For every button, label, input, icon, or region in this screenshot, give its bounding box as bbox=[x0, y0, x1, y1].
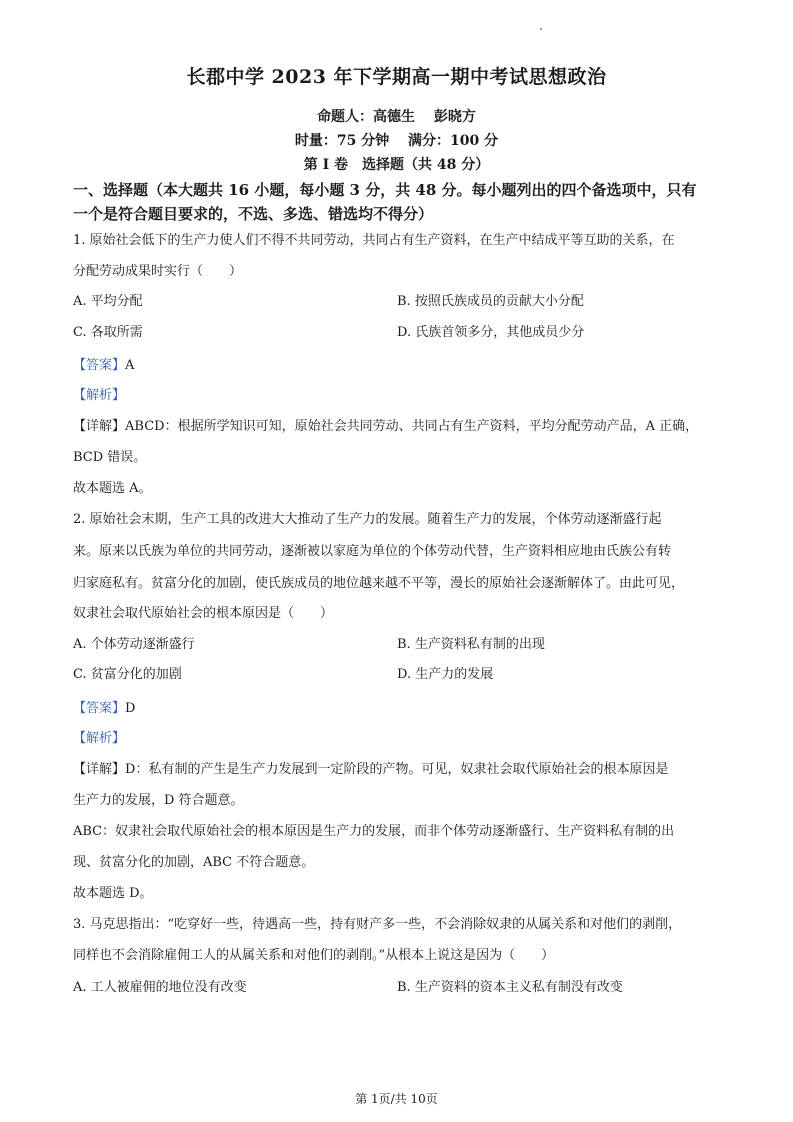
q1-stem-line-2: 分配劳动成果时实行（ ） bbox=[73, 264, 243, 279]
q1-option-d: D. 氏族首领多分，其他成员少分 bbox=[397, 325, 585, 340]
q2-stem-line-1: 2. 原始社会末期，生产工具的改进大大推动了生产力的发展。随着生产力的发展，个体劳动逐渐盛行起 bbox=[73, 512, 662, 527]
q2-detail-line-2: 生产力的发展，D 符合题意。 bbox=[73, 793, 244, 808]
detail-tag: 【详解】 bbox=[73, 419, 126, 434]
q2-analysis bbox=[73, 729, 733, 749]
answer-tag: 【答案】 bbox=[73, 701, 126, 716]
section-heading-line-1: 一、选择题（本大题共 16 小题，每小题 3 分，共 48 分。每小题列出的四个备选项中，只有 bbox=[73, 181, 697, 199]
q2-answer bbox=[73, 699, 733, 719]
q2-stem-line-3: 归家庭私有。贫富分化的加剧，使氏族成员的地位越来越不平等，漫长的原始社会逐渐解体了。由此可见， bbox=[73, 576, 685, 591]
q1-detail-text-1: ABCD：根据所学知识可知，原始社会共同劳动、共同占有生产资料，平均分配劳动产品，A 正确， bbox=[125, 419, 699, 434]
q2-stem-line-2: 来。原来以氏族为单位的共同劳动，逐渐被以家庭为单位的个体劳动代替，生产资料相应地由氏族公有转 bbox=[73, 544, 672, 559]
exam-time-score: 时量：75 分钟 满分：100 分 bbox=[294, 133, 499, 149]
q2-detail-line-4: 现、贫富分化的加剧，ABC 不符合题意。 bbox=[73, 855, 315, 870]
exam-volume-heading: 第 I 卷 选择题（共 48 分） bbox=[303, 157, 490, 173]
q1-option-b: B. 按照氏族成员的贡献大小分配 bbox=[397, 294, 584, 309]
page-number: 第 1页/共 10页 bbox=[355, 1092, 438, 1106]
q2-option-b: B. 生产资料私有制的出现 bbox=[397, 637, 545, 652]
analysis-tag: 【解析】 bbox=[73, 388, 126, 403]
q3-option-a: A. 工人被雇佣的地位没有改变 bbox=[73, 980, 247, 995]
exam-title: 长郡中学 2023 年下学期高一期中考试思想政治 bbox=[186, 66, 607, 88]
q2-option-d: D. 生产力的发展 bbox=[397, 667, 494, 682]
q2-detail-line-1 bbox=[73, 760, 733, 780]
q2-option-c: C. 贫富分化的加剧 bbox=[73, 667, 182, 682]
q2-conclusion: 故本题选 D。 bbox=[73, 886, 153, 901]
q3-option-b: B. 生产资料的资本主义私有制没有改变 bbox=[397, 980, 623, 995]
q2-answer-value: D bbox=[125, 701, 136, 716]
q1-stem-line-1: 1. 原始社会低下的生产力使人们不得不共同劳动，共同占有生产资料，在生产中结成平等互助的关系，在 bbox=[73, 233, 675, 248]
q2-option-a: A. 个体劳动逐渐盛行 bbox=[73, 637, 195, 652]
q1-conclusion: 故本题选 A。 bbox=[73, 481, 152, 496]
q2-stem-line-4: 奴隶社会取代原始社会的根本原因是（ ） bbox=[73, 606, 334, 621]
q2-detail-text-1: D：私有制的产生是生产力发展到一定阶段的产物。可见，奴隶社会取代原始社会的根本原因是 bbox=[125, 762, 669, 777]
q3-stem-line-2: 同样也不会消除雇佣工人的从属关系和对他们的剥削。”从根本上说这是因为（ ） bbox=[73, 948, 555, 963]
answer-tag: 【答案】 bbox=[73, 358, 126, 373]
q1-option-a: A. 平均分配 bbox=[73, 294, 143, 309]
section-heading-line-2: 一个是符合题目要求的，不选、多选、错选均不得分） bbox=[73, 205, 434, 223]
q1-analysis bbox=[73, 386, 733, 406]
q1-detail-line-1 bbox=[73, 417, 733, 437]
q3-stem-line-1: 3. 马克思指出：“吃穿好一些，待遇高一些，持有财产多一些，不会消除奴隶的从属关系和对他们的剥削， bbox=[73, 917, 682, 932]
q1-answer-value: A bbox=[125, 358, 135, 373]
q2-detail-line-3: ABC：奴隶社会取代原始社会的根本原因是生产力的发展，而非个体劳动逐渐盛行、生产资料私有制的出 bbox=[73, 824, 675, 839]
analysis-tag: 【解析】 bbox=[73, 731, 126, 746]
q1-option-c: C. 各取所需 bbox=[73, 325, 143, 340]
scan-dot bbox=[540, 28, 542, 30]
exam-authors: 命题人：高德生 彭晓方 bbox=[317, 109, 476, 125]
detail-tag: 【详解】 bbox=[73, 762, 126, 777]
q1-answer bbox=[73, 356, 733, 376]
q1-detail-line-2: BCD 错误。 bbox=[73, 450, 147, 465]
